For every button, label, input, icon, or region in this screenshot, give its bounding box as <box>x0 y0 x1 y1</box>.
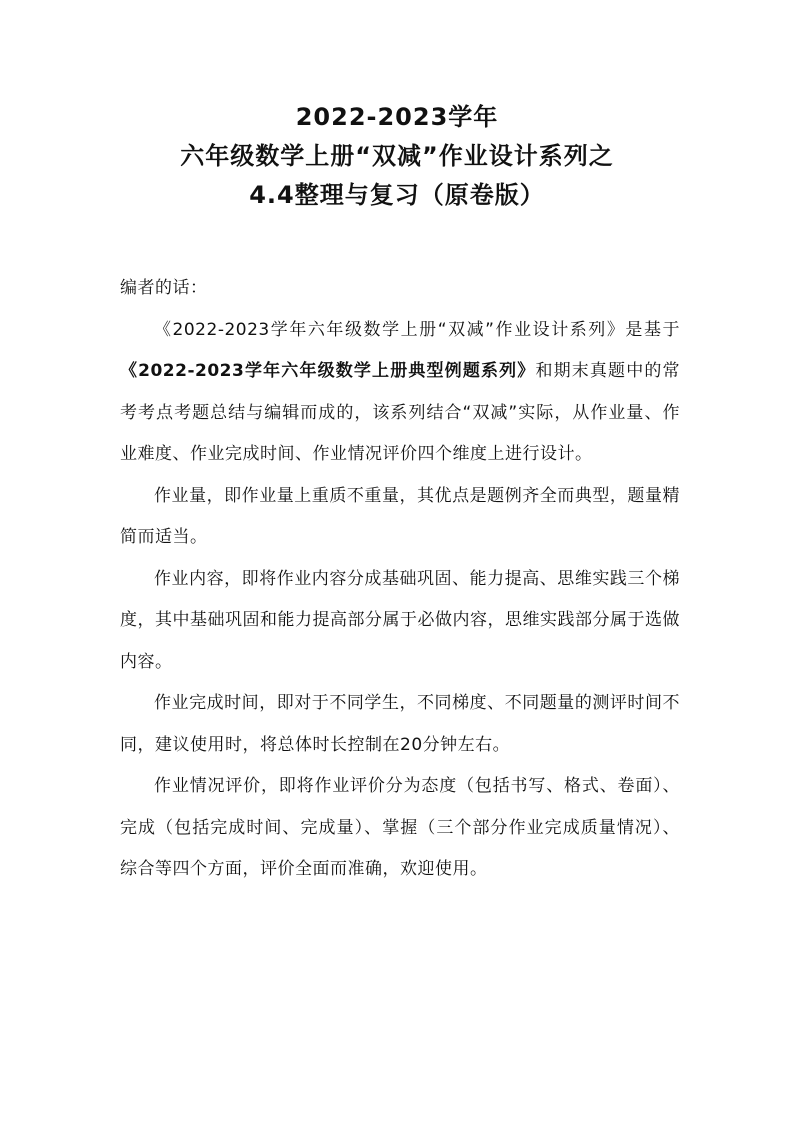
title-line-chapter: 4.4整理与复习（原卷版） <box>249 181 545 209</box>
preface-paragraph-1-end: 和期末真题中的常考考点考题总结与编辑而成的，该系列结合“双减”实际，从作业量、作业难度、作业完成时间、作业情况评价四个维度上进行设计。 <box>120 361 681 464</box>
preface-heading: 编者的话： <box>120 278 208 298</box>
title-line-series: 六年级数学上册“双减”作业设计系列之 <box>180 142 614 170</box>
preface-paragraph-1-bold: 《2022-2023学年六年级数学上册典型例题系列》 <box>120 361 536 381</box>
preface-paragraph-4: 作业完成时间，即对于不同学生，不同梯度、不同题量的测评时间不同，建议使用时，将总体时长控制在20分钟左右。 <box>120 693 680 755</box>
preface-paragraph-2: 作业量，即作业量上重质不重量，其优点是题例齐全而典型，题量精简而适当。 <box>120 485 680 547</box>
preface-paragraph-5: 作业情况评价，即将作业评价分为态度（包括书写、格式、卷面）、完成（包括完成时间、完成量）、掌握（三个部分作业完成质量情况）、综合等四个方面，评价全面而准确，欢迎使用。 <box>120 776 680 879</box>
title-line-year: 2022-2023学年 <box>295 103 499 131</box>
document-title <box>0 98 794 215</box>
preface-paragraph-1 <box>120 310 680 476</box>
preface-body <box>120 268 680 891</box>
preface-paragraph-3: 作业内容，即将作业内容分成基础巩固、能力提高、思维实践三个梯度，其中基础巩固和能力提高部分属于必做内容，思维实践部分属于选做内容。 <box>120 568 680 672</box>
preface-paragraph-1-start: 《2022-2023学年六年级数学上册“双减”作业设计系列》是基于 <box>154 319 680 340</box>
